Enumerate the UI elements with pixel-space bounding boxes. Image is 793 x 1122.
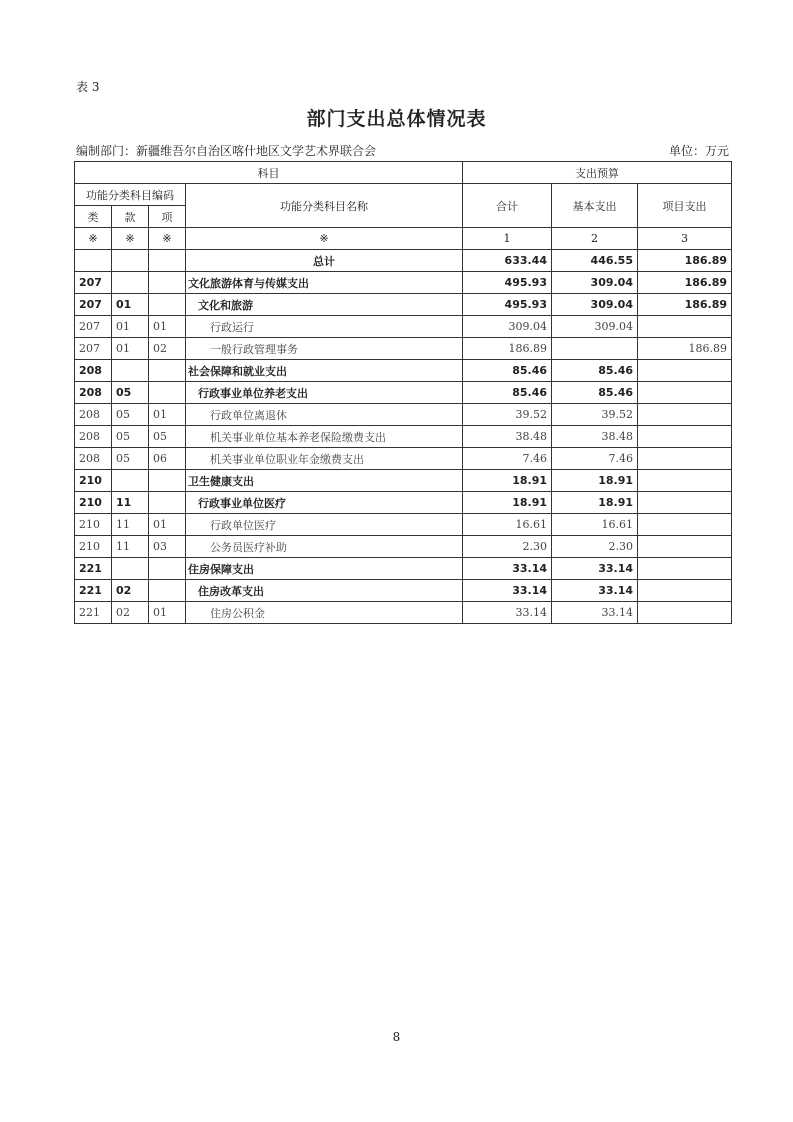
table-row (75, 382, 732, 404)
cell-project (638, 558, 732, 580)
cell-lei: 208 (75, 404, 112, 426)
cell-kuan: 11 (112, 492, 149, 514)
cell-name: 行政单位医疗 (186, 514, 463, 536)
cell-lei: 210 (75, 514, 112, 536)
cell-project (638, 426, 732, 448)
cell-project (638, 536, 732, 558)
cell-name: 文化和旅游 (186, 294, 463, 316)
cell-kuan (112, 470, 149, 492)
cell-name: 社会保障和就业支出 (186, 360, 463, 382)
cell-project (638, 492, 732, 514)
cell-total: 39.52 (463, 404, 552, 426)
cell-xiang: 01 (149, 514, 186, 536)
cell-basic: 18.91 (552, 470, 638, 492)
header-name: 功能分类科目名称 (186, 184, 463, 228)
table-row (75, 470, 732, 492)
cell-xiang: 01 (149, 404, 186, 426)
cell-xiang: 05 (149, 426, 186, 448)
table-row (75, 294, 732, 316)
header-basic: 基本支出 (552, 184, 638, 228)
cell-total: 7.46 (463, 448, 552, 470)
cell-project (638, 382, 732, 404)
cell-total: 633.44 (463, 250, 552, 272)
cell-basic: 85.46 (552, 360, 638, 382)
cell-basic: 309.04 (552, 294, 638, 316)
cell-basic: 33.14 (552, 580, 638, 602)
cell-basic: 85.46 (552, 382, 638, 404)
cell-lei (75, 250, 112, 272)
cell-kuan (112, 272, 149, 294)
cell-total: 85.46 (463, 382, 552, 404)
cell-name: 行政运行 (186, 316, 463, 338)
header-lei: 类 (75, 206, 112, 228)
cell-project (638, 316, 732, 338)
cell-lei: 221 (75, 580, 112, 602)
cell-basic: 39.52 (552, 404, 638, 426)
cell-name: 住房改革支出 (186, 580, 463, 602)
table-row (75, 492, 732, 514)
table-row (75, 426, 732, 448)
cell-lei: 207 (75, 316, 112, 338)
cell-project (638, 580, 732, 602)
cell-basic: 18.91 (552, 492, 638, 514)
cell-xiang (149, 360, 186, 382)
col-index-1: 1 (463, 228, 552, 250)
cell-project (638, 514, 732, 536)
cell-lei: 207 (75, 272, 112, 294)
cell-xiang: 02 (149, 338, 186, 360)
cell-xiang (149, 492, 186, 514)
mark-name: ※ (186, 228, 463, 250)
cell-basic (552, 338, 638, 360)
department-label: 编制部门：新疆维吾尔自治区喀什地区文学艺术界联合会 (76, 144, 377, 158)
cell-xiang (149, 294, 186, 316)
header-budget: 支出预算 (463, 162, 732, 184)
cell-kuan: 02 (112, 580, 149, 602)
table-row (75, 250, 732, 272)
cell-xiang: 01 (149, 602, 186, 624)
cell-basic: 33.14 (552, 558, 638, 580)
table-row (75, 514, 732, 536)
cell-total: 16.61 (463, 514, 552, 536)
mark-kuan: ※ (112, 228, 149, 250)
table-row (75, 448, 732, 470)
cell-kuan: 01 (112, 316, 149, 338)
cell-name: 住房保障支出 (186, 558, 463, 580)
mark-xiang: ※ (149, 228, 186, 250)
cell-total: 18.91 (463, 492, 552, 514)
cell-xiang: 06 (149, 448, 186, 470)
cell-lei: 208 (75, 426, 112, 448)
cell-basic: 16.61 (552, 514, 638, 536)
header-total: 合计 (463, 184, 552, 228)
cell-total: 495.93 (463, 294, 552, 316)
cell-project: 186.89 (638, 250, 732, 272)
cell-lei: 208 (75, 382, 112, 404)
header-code-group: 功能分类科目编码 (75, 184, 186, 206)
cell-project (638, 470, 732, 492)
cell-name: 公务员医疗补助 (186, 536, 463, 558)
cell-kuan: 05 (112, 382, 149, 404)
cell-name: 文化旅游体育与传媒支出 (186, 272, 463, 294)
cell-lei: 221 (75, 602, 112, 624)
cell-total: 33.14 (463, 602, 552, 624)
cell-name: 住房公积金 (186, 602, 463, 624)
header-project: 项目支出 (638, 184, 732, 228)
page-number: 8 (392, 1030, 401, 1044)
cell-kuan: 01 (112, 338, 149, 360)
cell-lei: 207 (75, 338, 112, 360)
col-index-3: 3 (638, 228, 732, 250)
cell-total: 85.46 (463, 360, 552, 382)
header-kuan: 款 (112, 206, 149, 228)
cell-project: 186.89 (638, 294, 732, 316)
cell-xiang (149, 272, 186, 294)
cell-xiang (149, 558, 186, 580)
cell-project (638, 404, 732, 426)
cell-total: 2.30 (463, 536, 552, 558)
cell-total: 33.14 (463, 558, 552, 580)
cell-name: 卫生健康支出 (186, 470, 463, 492)
cell-total: 38.48 (463, 426, 552, 448)
cell-lei: 221 (75, 558, 112, 580)
cell-basic: 33.14 (552, 602, 638, 624)
cell-project (638, 448, 732, 470)
table-row (75, 272, 732, 294)
cell-name: 一般行政管理事务 (186, 338, 463, 360)
cell-kuan: 05 (112, 404, 149, 426)
cell-name: 机关事业单位职业年金缴费支出 (186, 448, 463, 470)
table-row (75, 360, 732, 382)
mark-lei: ※ (75, 228, 112, 250)
cell-kuan: 11 (112, 514, 149, 536)
cell-lei: 208 (75, 360, 112, 382)
cell-kuan (112, 360, 149, 382)
cell-total: 18.91 (463, 470, 552, 492)
cell-basic: 309.04 (552, 316, 638, 338)
cell-name: 行政事业单位养老支出 (186, 382, 463, 404)
cell-xiang: 01 (149, 316, 186, 338)
cell-name: 总计 (186, 250, 463, 272)
col-index-2: 2 (552, 228, 638, 250)
cell-lei: 210 (75, 492, 112, 514)
cell-kuan: 05 (112, 426, 149, 448)
cell-total: 495.93 (463, 272, 552, 294)
table-row (75, 316, 732, 338)
cell-xiang (149, 470, 186, 492)
cell-kuan: 01 (112, 294, 149, 316)
cell-name: 行政事业单位医疗 (186, 492, 463, 514)
page-title: 部门支出总体情况表 (306, 108, 487, 130)
cell-kuan (112, 250, 149, 272)
cell-lei: 207 (75, 294, 112, 316)
table-row (75, 338, 732, 360)
unit-label: 单位：万元 (668, 144, 729, 158)
cell-xiang (149, 250, 186, 272)
cell-total: 186.89 (463, 338, 552, 360)
cell-project: 186.89 (638, 272, 732, 294)
cell-kuan: 02 (112, 602, 149, 624)
cell-xiang (149, 580, 186, 602)
table-row (75, 558, 732, 580)
cell-basic: 2.30 (552, 536, 638, 558)
cell-lei: 210 (75, 470, 112, 492)
cell-name: 行政单位离退休 (186, 404, 463, 426)
cell-lei: 210 (75, 536, 112, 558)
cell-project: 186.89 (638, 338, 732, 360)
cell-total: 309.04 (463, 316, 552, 338)
header-subject: 科目 (75, 162, 463, 184)
cell-basic: 38.48 (552, 426, 638, 448)
cell-kuan: 05 (112, 448, 149, 470)
cell-basic: 7.46 (552, 448, 638, 470)
cell-basic: 446.55 (552, 250, 638, 272)
cell-kuan (112, 558, 149, 580)
table-row (75, 602, 732, 624)
header-xiang: 项 (149, 206, 186, 228)
cell-kuan: 11 (112, 536, 149, 558)
cell-lei: 208 (75, 448, 112, 470)
header-row-4 (75, 228, 732, 250)
header-row-2 (75, 184, 732, 206)
cell-name: 机关事业单位基本养老保险缴费支出 (186, 426, 463, 448)
table-number: 表 3 (76, 80, 100, 94)
cell-project (638, 602, 732, 624)
expenditure-table (74, 161, 732, 624)
table-row (75, 536, 732, 558)
cell-xiang (149, 382, 186, 404)
table-row (75, 580, 732, 602)
header-row-1 (75, 162, 732, 184)
cell-project (638, 360, 732, 382)
cell-xiang: 03 (149, 536, 186, 558)
cell-total: 33.14 (463, 580, 552, 602)
cell-basic: 309.04 (552, 272, 638, 294)
table-row (75, 404, 732, 426)
